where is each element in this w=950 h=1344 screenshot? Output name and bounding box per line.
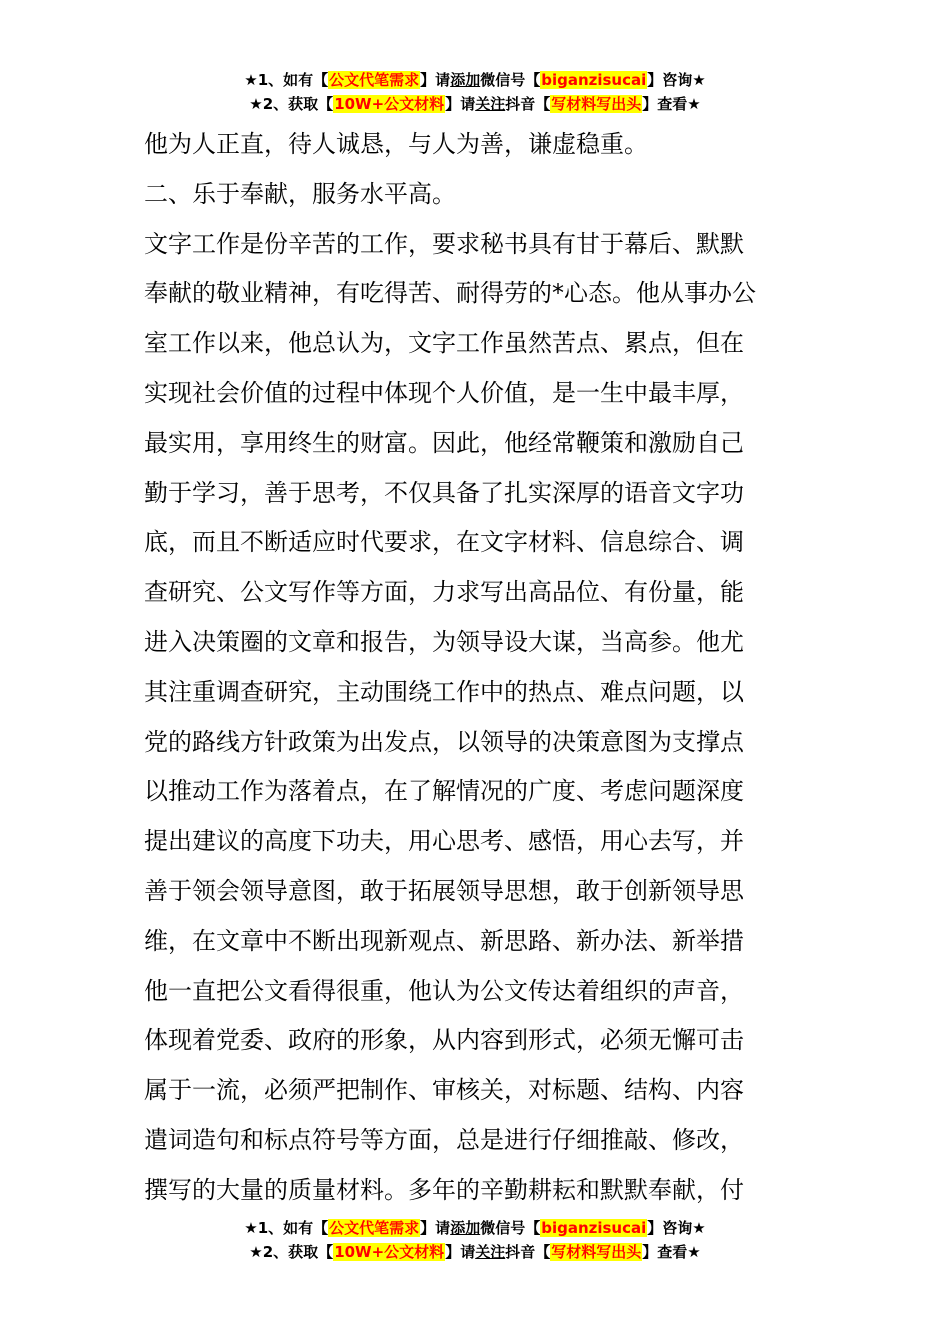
banner-highlight: 10W+公文材料	[334, 1243, 445, 1261]
body-line: 其注重调查研究，主动围绕工作中的热点、难点问题，以	[144, 677, 744, 706]
banner-underlined-text: 关注	[475, 1243, 506, 1261]
banner-text: 抖音【	[505, 95, 551, 113]
section-heading: 二、乐于奉献，服务水平高。	[144, 179, 456, 208]
body-line: 提出建议的高度下功夫，用心思考、感悟，用心去写，并	[144, 827, 744, 856]
body-line: 撰写的大量的质量材料。多年的辛勤耕耘和默默奉献，付	[144, 1175, 744, 1204]
banner-highlight: 写材料写出头	[551, 1243, 642, 1261]
header-banner	[0, 68, 950, 116]
banner-text: 】查看★	[642, 1243, 701, 1261]
footer-banner-line-1	[0, 1216, 950, 1240]
header-banner-line-1	[0, 68, 950, 92]
body-line: 进入决策圈的文章和报告，为领导设大谋，当高参。他尤	[144, 627, 744, 656]
banner-text: 】咨询★	[647, 1219, 706, 1237]
banner-text: 】请	[420, 1219, 451, 1237]
banner-highlight: 公文代笔需求	[329, 71, 420, 89]
banner-highlight: 10W+公文材料	[334, 95, 445, 113]
banner-text: 】请	[420, 71, 451, 89]
banner-text: 】请	[445, 95, 476, 113]
banner-text: 抖音【	[505, 1243, 551, 1261]
banner-text: ★2、获取【	[249, 1243, 334, 1261]
banner-underlined-text: 添加	[450, 71, 481, 89]
banner-text: ★1、如有【	[244, 71, 329, 89]
body-line: 他为人正直，待人诚恳，与人为善，谦虚稳重。	[144, 130, 648, 158]
banner-text: ★2、获取【	[249, 95, 334, 113]
footer-banner	[0, 1216, 950, 1264]
body-line: 以推动工作为落着点，在了解情况的广度、考虑问题深度	[144, 777, 744, 806]
body-line: 勤于学习，善于思考，不仅具备了扎实深厚的语音文字功	[144, 478, 744, 507]
banner-highlight: biganzisucai	[541, 71, 647, 89]
header-banner-line-2	[0, 92, 950, 116]
body-line: 属于一流，必须严把制作、审核关，对标题、结构、内容	[144, 1076, 744, 1105]
body-line: 实现社会价值的过程中体现个人价值，是一生中最丰厚，	[144, 378, 744, 407]
body-line: 党的路线方针政策为出发点，以领导的决策意图为支撑点	[144, 727, 744, 756]
banner-highlight: biganzisucai	[541, 1219, 647, 1237]
banner-text: 微信号【	[480, 71, 541, 89]
body-line: 遣词造句和标点符号等方面，总是进行仔细推敲、修改，	[144, 1125, 744, 1154]
footer-banner-line-2	[0, 1240, 950, 1264]
body-line: 他一直把公文看得很重，他认为公文传达着组织的声音，	[144, 976, 744, 1005]
banner-underlined-text: 添加	[450, 1219, 481, 1237]
body-line: 底，而且不断适应时代要求，在文字材料、信息综合、调	[144, 528, 744, 557]
banner-text: 】咨询★	[647, 71, 706, 89]
body-line: 奉献的敬业精神，有吃得苦、耐得劳的*心态。他从事办公	[144, 279, 756, 308]
body-line: 体现着党委、政府的形象，从内容到形式，必须无懈可击	[144, 1026, 744, 1055]
body-line: 善于领会领导意图，敢于拓展领导思想，敢于创新领导思	[144, 876, 744, 905]
banner-text: 微信号【	[480, 1219, 541, 1237]
body-line: 查研究、公文写作等方面，力求写出高品位、有份量，能	[144, 578, 744, 607]
banner-highlight: 公文代笔需求	[329, 1219, 420, 1237]
banner-text: 】请	[445, 1243, 476, 1261]
body-line: 文字工作是份辛苦的工作，要求秘书具有甘于幕后、默默	[144, 229, 744, 258]
body-line: 维，在文章中不断出现新观点、新思路、新办法、新举措	[144, 926, 744, 955]
banner-highlight: 写材料写出头	[551, 95, 642, 113]
body-line: 最实用，享用终生的财富。因此，他经常鞭策和激励自己	[144, 428, 744, 457]
banner-underlined-text: 关注	[475, 95, 506, 113]
banner-text: ★1、如有【	[244, 1219, 329, 1237]
document-body	[144, 120, 814, 1216]
banner-text: 】查看★	[642, 95, 701, 113]
body-line: 室工作以来，他总认为，文字工作虽然苦点、累点，但在	[144, 329, 744, 358]
